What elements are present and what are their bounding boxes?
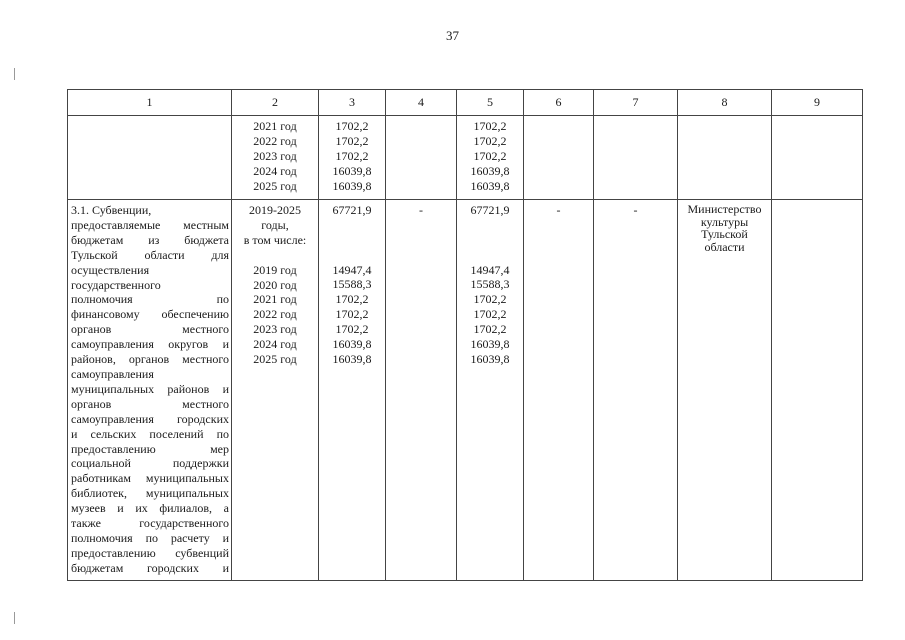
col6-cell [524,200,594,581]
description-line: музеев и их филиалов, а [71,501,229,516]
executor-cell [678,116,772,200]
executor-line: области [704,239,745,254]
description-line: государственного [71,277,161,292]
year-label: 2023 год [253,322,297,337]
margin-mark [14,68,15,80]
amount-value: 1702,2 [473,133,507,148]
amount-value: 1702,2 [473,292,507,307]
amount-value: 16039,8 [332,337,372,352]
amount-value: 1702,2 [335,292,369,307]
header-cell: 7 [594,90,678,116]
dash-value: - [633,203,638,217]
description-cell [68,116,232,200]
col7-cell [594,200,678,581]
header-cell: 9 [772,90,863,116]
description-line: органов местного [71,396,229,411]
amount-value: 16039,8 [470,337,510,352]
executor-cell [678,200,772,581]
col6-cell [524,116,594,200]
year-label: 2022 год [253,307,297,322]
amount-value: 16039,8 [470,163,510,178]
total-amount: 67721,9 [470,203,510,217]
description-line: бюджетам городских и [71,560,229,575]
description-line: самоуправления округов и [71,337,229,352]
header-cell: 5 [457,90,524,116]
description-line: предоставлению мер [71,441,229,456]
description-line: осуществления [71,262,150,277]
header-cell: 2 [232,90,319,116]
year-label: 2025 год [253,178,297,193]
total-amount: 67721,9 [332,203,372,217]
year-label: 2019 год [253,262,297,277]
amount-value: 1702,2 [335,322,369,337]
col5-cell [457,116,524,200]
description-line: районов, органов местного [71,352,229,367]
amount-value: 1702,2 [335,119,369,133]
year-label: 2025 год [253,352,297,367]
amount-value: 16039,8 [332,352,372,367]
header-cell: 1 [68,90,232,116]
description-cell [68,200,232,581]
amount-value: 1702,2 [473,322,507,337]
amount-value: 1702,2 [335,307,369,322]
description-line: финансовому обеспечению [71,307,229,322]
year-label: 2022 год [253,133,297,148]
amount-value: 14947,4 [332,262,372,277]
col4-cell [386,116,457,200]
description-line: предоставляемые местным [71,217,229,232]
description-line: полномочия по расчету и [71,530,229,545]
dash-value: - [556,203,561,217]
executor-line: Министерство [687,202,762,216]
year-label: 2024 год [253,163,297,178]
year-label: 2021 год [253,292,297,307]
col3-cell [319,200,386,581]
header-cell: 3 [319,90,386,116]
description-line: также государственного [71,516,229,531]
amount-value: 16039,8 [470,352,510,367]
header-cell: 8 [678,90,772,116]
amount-value: 16039,8 [332,163,372,178]
year-label: 2021 год [253,119,297,133]
col9-cell [772,200,863,581]
description-line: самоуправления городских [71,411,229,426]
header-cell: 6 [524,90,594,116]
amount-value: 1702,2 [473,119,507,133]
description-line: бюджетам из бюджета [71,232,229,247]
period-label: годы, [261,217,289,232]
amount-value: 15588,3 [332,277,372,292]
amount-value: 14947,4 [470,262,510,277]
year-label: 2023 год [253,148,297,163]
description-line: предоставлению субвенций [71,545,229,560]
amount-value: 1702,2 [335,148,369,163]
description-line: муниципальных районов и [71,381,229,396]
amount-value: 16039,8 [332,178,372,193]
table-row [68,116,863,200]
dash-value: - [419,203,423,217]
year-label: 2024 год [253,337,297,352]
amount-value: 1702,2 [473,148,507,163]
executor-line: Тульской [701,227,748,241]
description-line: органов местного [71,322,229,337]
col9-cell [772,116,863,200]
budget-table [67,89,863,581]
amount-value: 16039,8 [470,178,510,193]
amount-value: 1702,2 [335,133,369,148]
description-line: библиотек, муниципальных [71,486,229,501]
description-line: и сельских поселений по [71,426,229,441]
amount-value: 1702,2 [473,307,507,322]
years-cell [232,116,319,200]
col3-cell [319,116,386,200]
description-line: Тульской области для [71,247,229,262]
description-line: полномочия по [71,292,229,307]
margin-mark [14,612,15,624]
year-label: 2020 год [253,277,297,292]
col4-cell [386,200,457,581]
amount-value: 15588,3 [470,277,510,292]
col5-cell [457,200,524,581]
header-cell: 4 [386,90,457,116]
table-row [68,200,863,581]
description-line: самоуправления [71,366,154,381]
period-label: 2019-2025 [249,203,301,217]
description-line: социальной поддержки [71,456,229,471]
page-number: 37 [446,28,459,43]
description-line: работникам муниципальных [71,471,229,486]
period-label: в том числе: [243,232,307,247]
years-cell [232,200,319,581]
description-line: 3.1. Субвенции, [71,203,152,217]
table-header-row [68,90,863,116]
executor-line: культуры [700,214,749,229]
col7-cell [594,116,678,200]
